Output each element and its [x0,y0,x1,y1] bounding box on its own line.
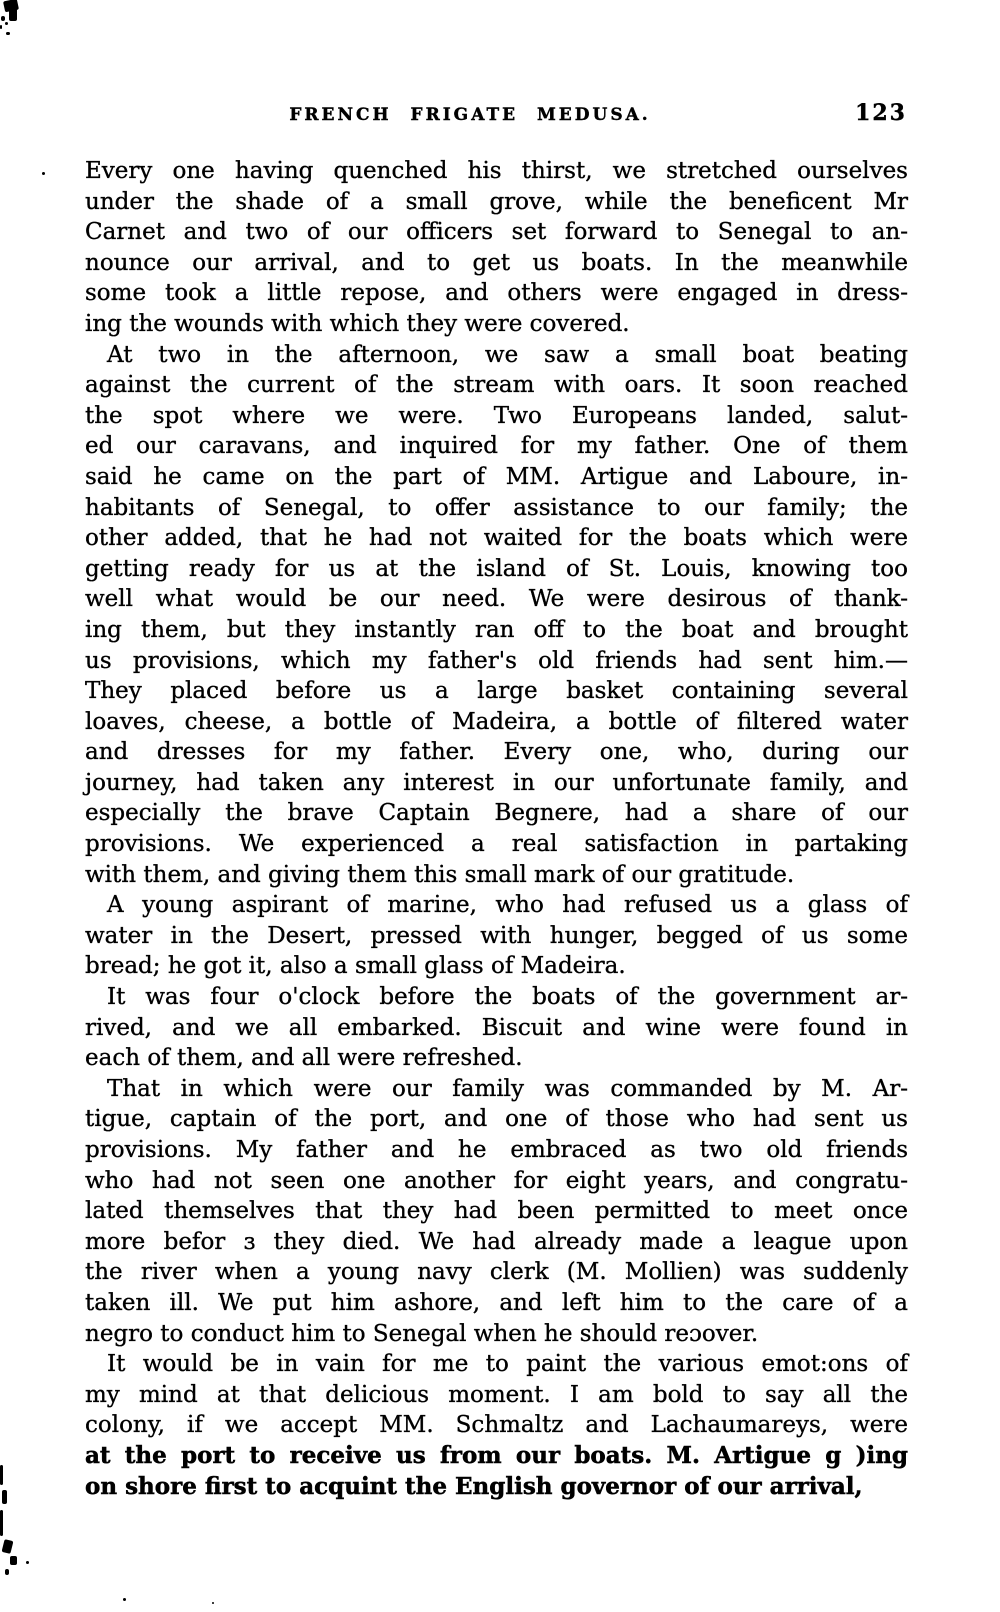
scan-noise-speck [0,1510,3,1536]
running-header [85,100,907,126]
text-line: especially the brave Captain Begnere, had a share of our [85,800,908,827]
text-line: said he came on the part of MM. Artigue and Laboure, in- [85,463,908,490]
text-line: They placed before us a large basket containing several [85,678,908,705]
page-number: 123 [855,100,907,126]
text-line: A young aspirant of marine, who had refused us a glass of [107,892,908,919]
text-line: the spot where we were. Two Europeans landed, salut- [85,402,908,429]
text-line: It was four o'clock before the boats of the government ar- [107,984,908,1011]
scan-noise-speck [123,1598,126,1601]
text-line: negro to conduct him to Senegal when he should reɔover. [85,1320,759,1347]
text-line: water in the Desert, pressed with hunger, begged of us some [85,922,908,949]
text-line: That in which were our family was commanded by M. Ar- [107,1075,908,1102]
scan-noise-speck [10,1556,17,1565]
text-line: ing them, but they instantly ran off to the boat and brought [85,616,908,643]
text-line: At two in the afternoon, we saw a small boat beating [107,341,908,368]
running-header-title: FRENCH FRIGATE MEDUSA. [289,105,651,125]
text-line: habitants of Senegal, to offer assistance to our family; the [85,494,908,521]
text-line: loaves, cheese, a bottle of Madeira, a bottle of filtered water [85,708,908,735]
text-line: rived, and we all embarked. Biscuit and wine were found in [85,1014,908,1041]
scan-noise-speck [6,32,10,35]
scan-noise-speck [5,22,8,25]
text-line: ing the wounds with which they were covered. [85,310,630,337]
scan-noise-speck [42,172,45,175]
text-line: bread; he got it, also a small glass of Madeira. [85,953,626,980]
text-line: nounce our arrival, and to get us boats. In the meanwhile [85,249,908,276]
scan-noise-speck [212,1602,214,1604]
text-line: the river when a young navy clerk (M. Mollien) was suddenly [85,1259,908,1286]
text-line: It would be in vain for me to paint the various emot:ons of [107,1351,908,1378]
text-line: colony, if we accept MM. Schmaltz and Lachaumareys, were [85,1412,908,1439]
text-line: with them, and giving them this small mark of our gratitude. [85,861,795,888]
text-line: us provisions, which my father's old friends had sent him.— [85,647,908,674]
scan-noise-speck [2,1539,14,1554]
text-line: under the shade of a small grove, while the beneficent Mr [85,188,908,215]
text-line: against the current of the stream with oars. It soon reached [85,372,908,399]
scan-noise-speck [0,1465,3,1485]
text-line: some took a little repose, and others were engaged in dress- [85,280,908,307]
text-line: Every one having quenched his thirst, we stretched ourselves [85,158,908,184]
text-line: well what would be our need. We were desirous of thank- [85,586,908,613]
scan-noise-speck [2,1490,7,1504]
scan-noise-speck [26,1561,29,1564]
scan-noise-speck [5,1569,9,1575]
text-line: other added, that he had not waited for the boats which were [85,525,908,552]
text-line: my mind at that delicious moment. I am bold to say all the [85,1381,908,1408]
text-line: provisions. My father and he embraced as two old friends [85,1137,908,1163]
text-line: lated themselves that they had been permitted to meet once [85,1198,908,1225]
text-line: and dresses for my father. Every one, who, during our [85,739,908,766]
text-line: tigue, captain of the port, and one of those who had sent us [85,1106,908,1133]
text-line: more befor ɜ they died. We had already made a league upon [85,1228,908,1255]
text-line: taken ill. We put him ashore, and left him to the care of a [85,1289,908,1316]
text-line: each of them, and all were refreshed. [85,1045,523,1072]
scan-noise-speck [9,8,17,21]
text-line: ed our caravans, and inquired for my father. One of them [85,433,908,460]
text-line: who had not seen one another for eight years, and congratu- [85,1167,908,1194]
text-line: getting ready for us at the island of St. Louis, knowing too [85,555,908,582]
scan-noise-speck [1,16,5,21]
page-body [85,156,908,1502]
scan-noise-speck [0,25,2,29]
text-line: on shore first to acquint the English governor of our arrival, [85,1472,863,1500]
text-line: provisions. We experienced a real satisfaction in partaking [85,831,908,858]
text-line: at the port to receive us from our boats. M. Artigue g )ing [85,1441,908,1469]
text-line: journey, had taken any interest in our unfortunate family, and [85,769,908,796]
text-line: Carnet and two of our officers set forward to Senegal to an- [85,219,908,246]
